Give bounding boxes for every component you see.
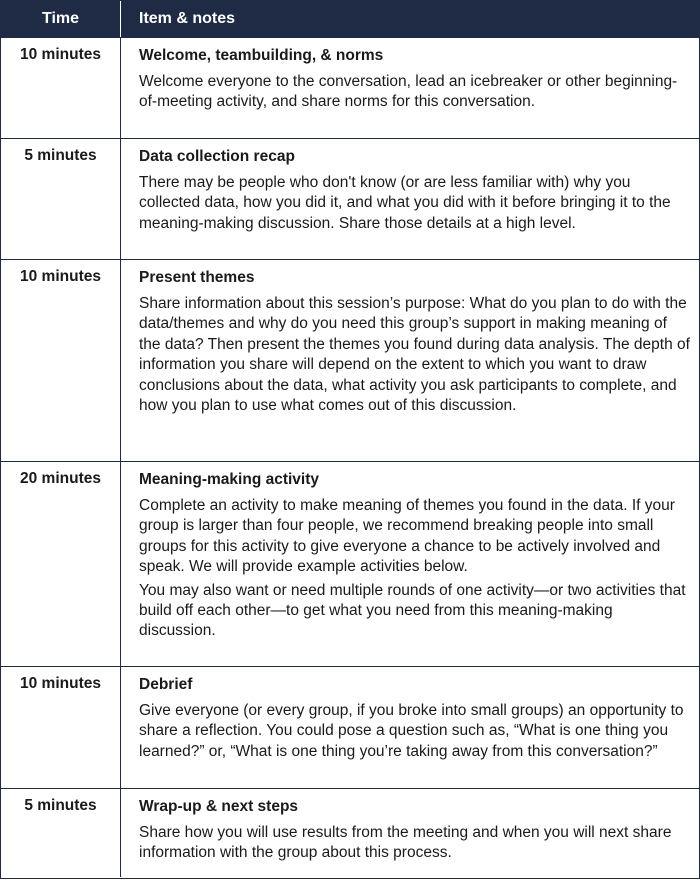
table-row bbox=[1, 37, 699, 138]
row-content bbox=[121, 667, 699, 788]
row-content bbox=[121, 462, 699, 666]
row-note: Complete an activity to make meaning of themes you found in the data. If your group is larger than four people, we recommend breaking people into small groups for this activity to give everyone a chance to be actively involved and speak. We will provide example activities below. bbox=[139, 497, 675, 576]
header-item-notes: Item & notes bbox=[139, 10, 236, 27]
table-row bbox=[1, 138, 699, 259]
row-note: Share information about this session’s purpose: What do you plan to do with the data/themes and why do you need this group’s support in making meaning of the data? Then present the themes you found during data analysis. The depth of information you share will depend on the extent to which you want to draw conclusions about the data, what activity you ask participants to complete, and how you plan to use what comes out of this discussion. bbox=[139, 295, 690, 415]
row-note: Welcome everyone to the conversation, lead an icebreaker or other beginning-of-meeting activity, and share norms for this conversation. bbox=[139, 73, 678, 111]
row-content bbox=[121, 789, 699, 877]
row-title: Present themes bbox=[139, 269, 255, 286]
table-row bbox=[1, 259, 699, 461]
row-title: Debrief bbox=[139, 676, 193, 693]
row-title: Welcome, teambuilding, & norms bbox=[139, 47, 384, 64]
row-time: 20 minutes bbox=[1, 462, 121, 666]
row-note: Share how you will use results from the meeting and when you will next share information with the group about this process. bbox=[139, 824, 672, 862]
row-time: 5 minutes bbox=[1, 789, 121, 877]
table-row bbox=[1, 666, 699, 788]
row-time: 10 minutes bbox=[1, 260, 121, 461]
row-title: Meaning-making activity bbox=[139, 471, 320, 488]
table-header bbox=[1, 1, 699, 37]
row-content bbox=[121, 139, 699, 259]
row-time: 5 minutes bbox=[1, 139, 121, 259]
row-note: You may also want or need multiple rounds of one activity—or two activities that build off each other—to get what you need from this meaning-making discussion. bbox=[139, 581, 686, 640]
row-note: There may be people who don't know (or are less familiar with) why you collected data, how you did it, and what you did with it before bringing it to the meaning-making discussion. Share those details at a high level. bbox=[139, 174, 671, 232]
row-note: Give everyone (or every group, if you broke into small groups) an opportunity to share a reflection. You could pose a question such as, “What is one thing you learned?” or, “What is one thing you’re taking away from this conversation?” bbox=[139, 702, 684, 760]
header-time: Time bbox=[1, 1, 121, 37]
row-time: 10 minutes bbox=[1, 667, 121, 788]
row-content bbox=[121, 38, 699, 138]
table-row bbox=[1, 788, 699, 877]
row-title: Wrap-up & next steps bbox=[139, 798, 299, 815]
row-title: Data collection recap bbox=[139, 148, 295, 165]
row-content bbox=[121, 260, 699, 461]
row-time: 10 minutes bbox=[1, 38, 121, 138]
table-row bbox=[1, 461, 699, 666]
